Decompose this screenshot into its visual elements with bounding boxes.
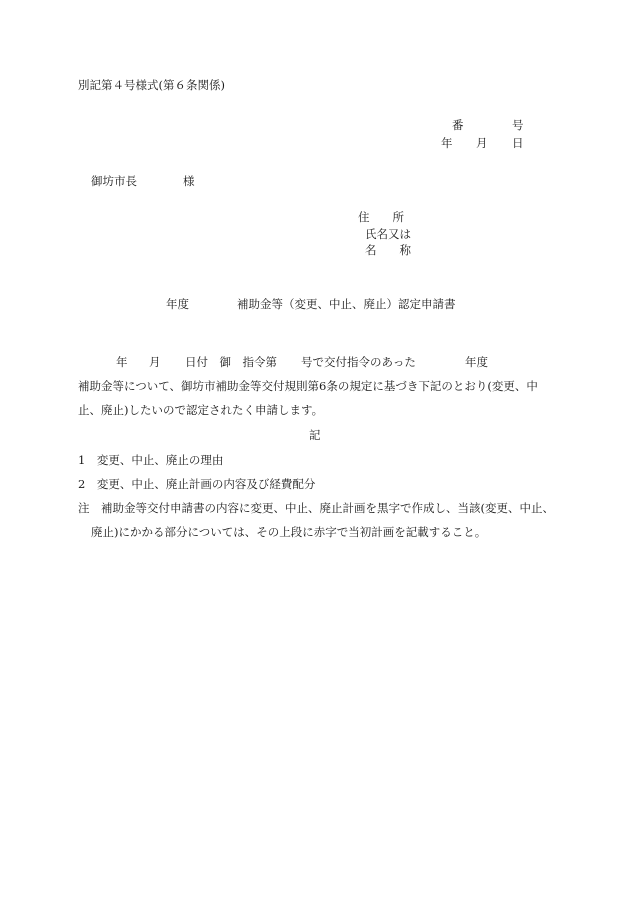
applicant-address-label: 住 所: [358, 210, 404, 224]
title-nendo: 年度: [166, 297, 189, 311]
body-line-2: 補助金等について、御坊市補助金等交付規則第6条の規定に基づき下記のとおり(変更、中: [78, 379, 538, 393]
date-day: 日: [512, 136, 524, 150]
form-label: 別記第４号様式(第６条関係): [78, 78, 225, 92]
item-1: 1 変更、中止、廃止の理由: [78, 453, 224, 467]
body-go-ref: 号で交付指令のあった: [301, 355, 416, 369]
note-line-2: 廃止)にかかる部分については、その上段に赤字で当初計画を記載すること。: [91, 525, 487, 539]
addressee-mayor: 御坊市長: [91, 174, 137, 188]
body-day-ref: 日付 御 指令第: [185, 355, 277, 369]
addressee-sama: 様: [183, 174, 195, 188]
date-year: 年: [441, 136, 453, 150]
document-title: 補助金等（変更、中止、廃止）認定申請書: [237, 297, 456, 311]
body-year: 年: [116, 355, 128, 369]
note-line-1: 注 補助金等交付申請書の内容に変更、中止、廃止計画を黒字で作成し、当該(変更、中止、: [78, 501, 554, 515]
body-line-3: 止、廃止)したいので認定されたく申請します。: [78, 403, 324, 417]
date-month: 月: [476, 136, 488, 150]
item-2: 2 変更、中止、廃止計画の内容及び経費配分: [78, 477, 316, 491]
applicant-name-label: 氏名又は: [365, 227, 411, 241]
body-month: 月: [149, 355, 161, 369]
number-go: 号: [512, 118, 524, 132]
number-ban: 番: [452, 118, 464, 132]
ki-heading: 記: [309, 428, 321, 442]
applicant-corp-name-label: 名 称: [365, 243, 411, 257]
body-nendo: 年度: [465, 355, 488, 369]
